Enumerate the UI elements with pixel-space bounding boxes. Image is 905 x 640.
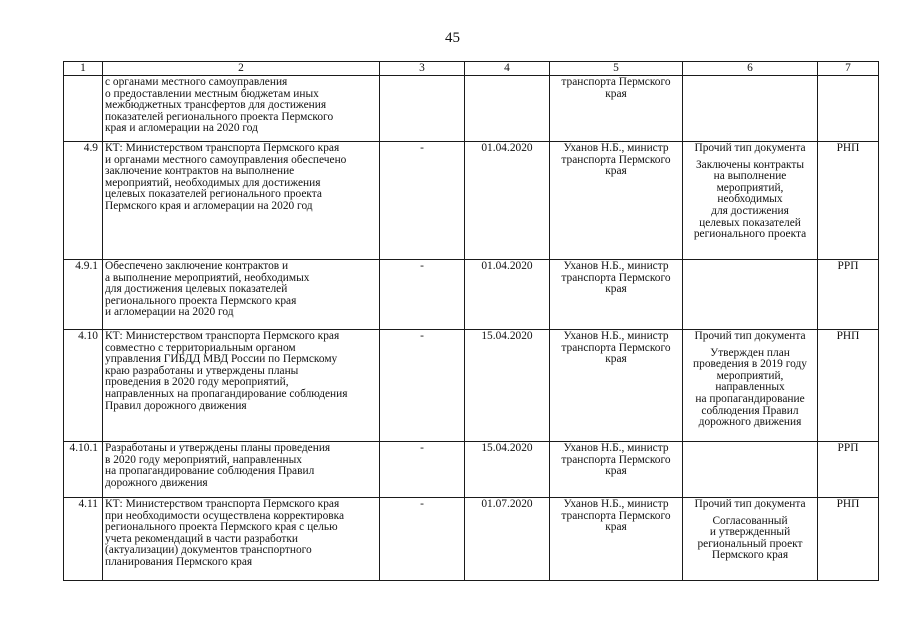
description-line: заключение контрактов на выполнение <box>105 165 295 178</box>
page-number: 45 <box>445 30 460 46</box>
responsible-line: транспорта Пермского <box>561 271 671 284</box>
column-header: 5 <box>550 62 683 76</box>
description-line: Обеспечено заключение контрактов и <box>105 260 289 272</box>
plan-table <box>63 61 879 581</box>
description-line: Правил дорожного движения <box>105 399 247 412</box>
description-line: края и агломерации на 2020 год <box>105 122 258 135</box>
table-row <box>64 76 879 142</box>
date-cell: 15.04.2020 <box>465 330 550 442</box>
description-line: и органами местного самоуправления обеспечено <box>105 153 347 166</box>
item-number-cell: 4.10.1 <box>64 442 103 498</box>
document-cell <box>683 330 818 442</box>
level-cell: РНП <box>818 330 879 442</box>
responsible-line: транспорта Пермского <box>561 153 671 166</box>
document-text-line: на выполнение <box>713 170 787 183</box>
header-row <box>64 62 879 76</box>
description-line: целевых показателей регионального проекта <box>105 188 322 201</box>
document-text-line: направленных <box>715 381 785 394</box>
description-cell <box>103 142 380 260</box>
description-line: планирования Пермского края <box>105 555 253 568</box>
column-header: 4 <box>465 62 550 76</box>
date-cell <box>465 76 550 142</box>
description-line: учета рекомендаций в части разработки <box>105 532 298 545</box>
description-line: в 2020 году мероприятий, направленных <box>105 453 302 466</box>
description-cell <box>103 330 380 442</box>
document-cell <box>683 76 818 142</box>
responsible-line: Уханов Н.Б., министр <box>563 330 669 342</box>
responsible-line: края <box>605 87 627 100</box>
date-cell: 01.04.2020 <box>465 260 550 330</box>
item-number-cell: 4.9 <box>64 142 103 260</box>
table-row <box>64 442 879 498</box>
responsible-cell <box>550 142 683 260</box>
responsible-line: края <box>605 165 627 178</box>
document-cell <box>683 498 818 581</box>
document-text-line: и утвержденный <box>709 526 791 539</box>
item-number-cell <box>64 76 103 142</box>
level-cell <box>818 76 879 142</box>
level-cell: РНП <box>818 142 879 260</box>
table-row <box>64 498 879 581</box>
document-type: Прочий тип документа <box>694 498 806 510</box>
document-text-line: дорожного движения <box>698 416 802 429</box>
description-line: межбюджетных трансфертов для достижения <box>105 99 327 112</box>
column-3-cell: - <box>380 442 465 498</box>
description-line: а выполнение мероприятий, необходимых <box>105 271 310 284</box>
responsible-line: транспорта Пермского <box>561 453 671 466</box>
description-line: на пропагандирование соблюдения Правил <box>105 465 315 478</box>
responsible-cell <box>550 330 683 442</box>
item-number-cell: 4.11 <box>64 498 103 581</box>
responsible-line: края <box>605 283 627 296</box>
responsible-line: края <box>605 521 627 534</box>
description-cell <box>103 76 380 142</box>
description-line: краю разработаны и утверждены планы <box>105 364 299 377</box>
description-line: проведения в 2020 году мероприятий, <box>105 376 289 389</box>
description-line: о предоставлении местным бюджетам иных <box>105 87 319 100</box>
column-header: 7 <box>818 62 879 76</box>
table-row <box>64 260 879 330</box>
document-text-line: на пропагандирование <box>695 392 805 405</box>
description-line: совместно с территориальным органом <box>105 341 296 354</box>
description-cell <box>103 498 380 581</box>
column-header: 6 <box>683 62 818 76</box>
description-cell <box>103 260 380 330</box>
item-number-cell: 4.9.1 <box>64 260 103 330</box>
description-line: дорожного движения <box>105 476 208 489</box>
responsible-line: края <box>605 465 627 478</box>
column-3-cell: - <box>380 498 465 581</box>
document-cell <box>683 260 818 330</box>
responsible-line: Уханов Н.Б., министр <box>563 442 669 454</box>
column-header: 3 <box>380 62 465 76</box>
description-line: показателей регионального проекта Пермского <box>105 110 334 123</box>
document-text-line: Согласованный <box>712 514 788 527</box>
description-line: с органами местного самоуправления <box>105 76 288 88</box>
document-text-line: соблюдения Правил <box>701 404 799 417</box>
responsible-line: Уханов Н.Б., министр <box>563 498 669 510</box>
table-row <box>64 142 879 260</box>
document-cell <box>683 142 818 260</box>
column-header: 2 <box>103 62 380 76</box>
responsible-line: Уханов Н.Б., министр <box>563 142 669 154</box>
responsible-line: транспорта Пермского <box>561 76 671 88</box>
level-cell: РРП <box>818 442 879 498</box>
document-text-line: мероприятий, <box>716 181 784 194</box>
description-line: управления ГИБДД МВД России по Пермскому <box>105 353 338 366</box>
table-row <box>64 330 879 442</box>
description-cell <box>103 442 380 498</box>
description-line: КТ: Министерством транспорта Пермского края <box>105 142 340 154</box>
document-text-line: мероприятий, <box>716 369 784 382</box>
responsible-line: края <box>605 353 627 366</box>
description-line: направленных на пропагандирование соблюдения <box>105 387 348 400</box>
responsible-cell <box>550 498 683 581</box>
description-line: (актуализации) документов транспортного <box>105 544 312 557</box>
date-cell: 01.07.2020 <box>465 498 550 581</box>
date-cell: 15.04.2020 <box>465 442 550 498</box>
document-text-line: для достижения <box>711 204 789 217</box>
responsible-line: транспорта Пермского <box>561 341 671 354</box>
document-text-line: Утвержден план <box>710 346 790 359</box>
document-type: Прочий тип документа <box>694 142 806 154</box>
document-text-line: региональный проект <box>697 537 803 550</box>
responsible-cell <box>550 260 683 330</box>
document-text-line: проведения в 2019 году <box>693 358 807 371</box>
description-line: мероприятий, необходимых для достижения <box>105 176 321 189</box>
document-text-line: Заключены контракты <box>695 158 805 171</box>
description-line: и агломерации на 2020 год <box>105 306 234 319</box>
document-text-line: целевых показателей <box>699 216 801 229</box>
description-line: при необходимости осуществлена корректировка <box>105 509 345 522</box>
responsible-cell <box>550 442 683 498</box>
date-cell: 01.04.2020 <box>465 142 550 260</box>
document-text-line: Пермского края <box>711 549 789 562</box>
description-line: для достижения целевых показателей <box>105 283 288 296</box>
level-cell: РНП <box>818 498 879 581</box>
column-header: 1 <box>64 62 103 76</box>
responsible-cell <box>550 76 683 142</box>
item-number-cell: 4.10 <box>64 330 103 442</box>
description-line: КТ: Министерством транспорта Пермского края <box>105 498 340 510</box>
document-text-line: регионального проекта <box>693 228 807 241</box>
document-text-line: необходимых <box>717 193 783 206</box>
column-3-cell <box>380 76 465 142</box>
column-3-cell: - <box>380 142 465 260</box>
level-cell: РРП <box>818 260 879 330</box>
column-3-cell: - <box>380 330 465 442</box>
description-line: Пермского края и агломерации на 2020 год <box>105 199 313 212</box>
responsible-line: Уханов Н.Б., министр <box>563 260 669 272</box>
column-3-cell: - <box>380 260 465 330</box>
document-cell <box>683 442 818 498</box>
description-line: регионального проекта Пермского края с целью <box>105 521 338 534</box>
description-line: Разработаны и утверждены планы проведения <box>105 442 331 454</box>
description-line: КТ: Министерством транспорта Пермского края <box>105 330 340 342</box>
responsible-line: транспорта Пермского <box>561 509 671 522</box>
description-line: регионального проекта Пермского края <box>105 294 297 307</box>
document-type: Прочий тип документа <box>694 330 806 342</box>
